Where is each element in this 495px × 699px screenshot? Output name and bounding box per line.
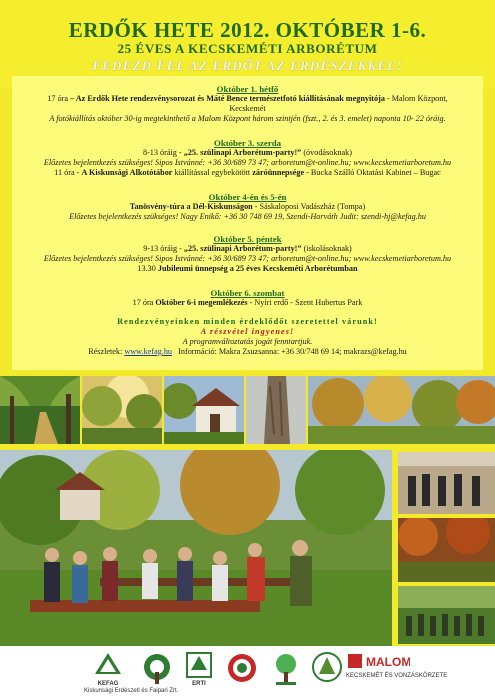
photo-children-workshop (0, 450, 392, 646)
photo-house (164, 376, 244, 444)
day-3-place: - Bucka Szálló Oktatási Kabinet – Bugac (306, 168, 441, 177)
malom-logo: MALOM KECSKEMÉT ÉS VONZÁSKÖRZETE (346, 655, 448, 679)
day-4-5-date: Október 4-én és 5-én (208, 192, 287, 202)
day-3-event: „25. szülinapi Arborétum-party!” (183, 148, 302, 157)
photo-autumn-arboretum (308, 376, 495, 444)
closing-section (12, 317, 483, 357)
program-panel (12, 76, 483, 370)
day-3-closing: záróünnepsége (252, 168, 305, 177)
day-5-time: 9-13 óráig - (143, 244, 182, 253)
welcome-text: Rendezvényeinken minden érdeklődőt szeretettel várunk! (117, 317, 378, 326)
day-6-event: Október 6-i megemlékezés (155, 298, 248, 307)
photo-autumn-forest-camp (398, 518, 495, 582)
day-6-time: 17 óra (132, 298, 154, 307)
day-3-time: 8-13 óráig - (142, 148, 182, 157)
day-5-time-2: 13.30 (137, 264, 156, 273)
day-3-time-2: 11 óra - (54, 168, 80, 177)
free-entry-text: A részvétel ingyenes! (200, 327, 295, 336)
day-6-place: - Nyíri erdő - Szent Hubertus Park (249, 298, 363, 307)
day-5-note: (iskolásoknak) (303, 244, 352, 253)
kefag-website-link[interactable]: www.kefag.hu (124, 347, 173, 356)
day-6-date: Október 6. szombat (210, 288, 285, 298)
details-label: Részletek: (88, 347, 123, 356)
day-5-date: Október 5. péntek (213, 234, 282, 244)
day-1-date: Október 1. hétfő (216, 84, 279, 94)
kefag-logo: KEFAG Kiskunsági Erdészeti és Faipari Zrt. (84, 652, 132, 694)
day-1-event: – Az Erdők Hete rendezvénysorozat és Máté Bence természetfotó kiállításának megnyitója (70, 94, 385, 103)
day-3-date: Október 3. szerda (213, 138, 282, 148)
poster-header (0, 0, 495, 88)
day-4-5-event: Tanösvény-túra a Dél-Kiskunságon (129, 202, 253, 211)
day-1-section (12, 84, 483, 124)
day-3-mid: kiállítással egybekötött (174, 168, 251, 177)
day-4-5-section (12, 192, 483, 222)
day-4-5-registration: Előzetes bejelentkezés szükséges! Nagy Enikő: +36 30 748 69 19, Szendi-Horváth Judit: szendi-hj@kefag.hu (69, 212, 426, 221)
day-3-registration: Előzetes bejelentkezés szükséges! Sipos Istvánné: +36 30/689 73 47; arboretum@t-online.hu; www.kecskemetiarboretum.hu (43, 158, 452, 167)
poster-subtitle: 25 ÉVES A KECSKEMÉTI ARBORÉTUM (117, 41, 378, 56)
day-1-place: - Malom Központ, (386, 94, 448, 103)
svg-text:MALOM: MALOM (366, 655, 410, 669)
rosette-logo (224, 652, 260, 686)
day-6-section (12, 288, 483, 308)
contact-info: Információ: Makra Zsuzsanna: +36 30/748 69 14; makrazs@kefag.hu (178, 347, 407, 356)
day-5-registration: Előzetes bejelentkezés szükséges! Sipos Istvánné: +36 30/689 73 47; arboretum@t-online.hu; www.kecskemetiarboretum.hu (43, 254, 452, 263)
photo-forest-gathering (398, 586, 495, 644)
day-5-event: „25. szülinapi Arborétum-party!” (183, 244, 302, 253)
day-3-section (12, 138, 483, 178)
poster-tagline: FEDEZD FEL AZ ERDŐT AZ ERDÉSZEKKEL! (92, 58, 403, 73)
tree-emblem-logo (268, 652, 304, 688)
photo-forest-path (0, 376, 80, 444)
erti-logo: ERTI (184, 652, 214, 687)
day-3-event-2: A Kiskunsági Alkotótábor (81, 168, 173, 177)
kecskemet-arboretum-logo (140, 652, 174, 688)
sponsor-logo-strip (0, 646, 495, 699)
photo-sunny-trees (82, 376, 162, 444)
day-5-section (12, 234, 483, 274)
day-3-note: (óvodásoknak) (303, 148, 352, 157)
day-1-time: 17 óra (47, 94, 69, 103)
day-4-5-place: - Sáskaloposi Vadászház (Tompa) (254, 202, 366, 211)
forest-round-logo (310, 652, 344, 684)
day-1-exhibition-note: A fotókiállítás október 30-ig megtekinthető a Malom Központ három szintjén (fszt., 2. és 3. emelet) naponta 10- 22 óráig. (49, 114, 446, 123)
day-1-city: Kecskemét (229, 104, 266, 113)
photo-tree-trunk (246, 376, 306, 444)
rights-text: A programváltoztatás jogát fenntartjuk. (182, 337, 313, 346)
poster-title: ERDŐK HETE 2012. OKTÓBER 1-6. (68, 18, 427, 42)
photo-exhibition-opening (398, 452, 495, 514)
day-5-jubilee: Jubileumi ünnepség a 25 éves Kecskeméti Arborétumban (157, 264, 358, 273)
